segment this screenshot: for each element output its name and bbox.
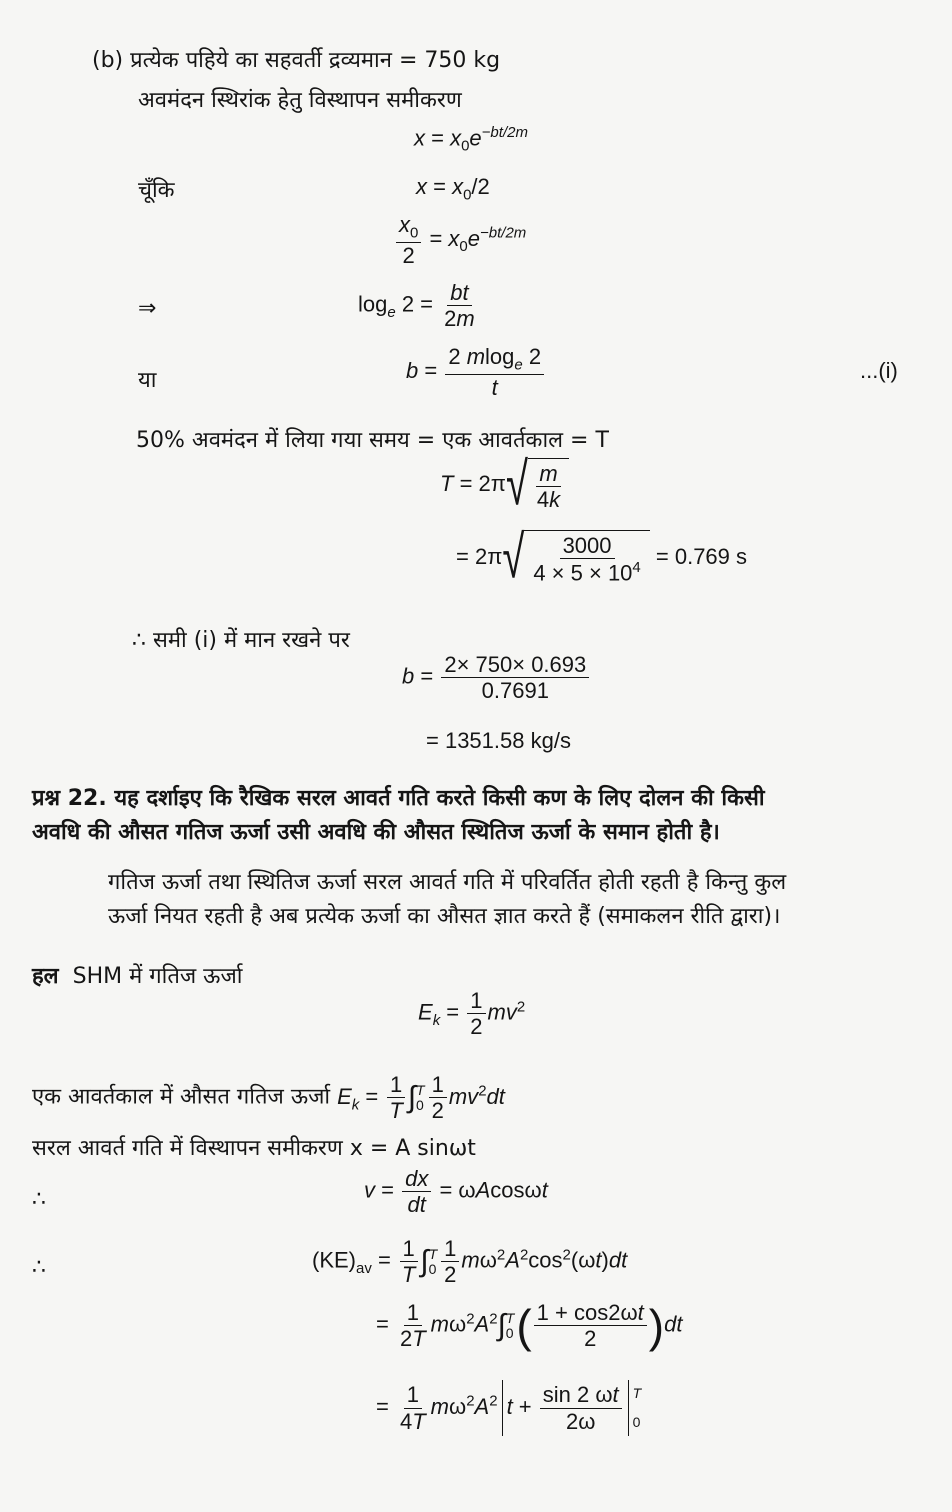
eq-velocity: v = $\frac{dx}{dt}$ = ωAcosωt [364, 1166, 548, 1218]
since-label: चूँकि [138, 178, 175, 203]
eq-log2: $\log_e 2$ = $\frac{bt}{2m}$ [358, 280, 475, 332]
eq-b-formula: b = $\frac{2 mlog_e 2}{t}$ [406, 344, 546, 400]
part-b-label: (b) [92, 48, 124, 73]
therefore-symbol-2: ∴ [32, 1254, 46, 1279]
solution-label: हल [32, 964, 59, 989]
eq-reference-i: ...(i) [860, 358, 898, 383]
part-b-line1 [92, 44, 500, 74]
question-22-line1 [32, 782, 765, 812]
b-result: = 1351.58 kg/s [426, 728, 571, 753]
eq-avg-ke-1: $(KE)_{av}$ = $\frac{1}{T}$ ∫ T 0 $\frac{1}{2}$ $m\omega^2A^2\cos^2(\omega t)dt$ [312, 1236, 628, 1288]
note-line1: गतिज ऊर्जा तथा स्थितिज ऊर्जा सरल आवर्त गति में परिवर्तित होती रहती है किन्तु कुल [108, 870, 787, 895]
substitute-statement: ∴ समी (i) में मान रखने पर [132, 628, 350, 653]
eq-T-formula: T = 2π √ $\frac{m}{4k}$ [440, 458, 569, 513]
eq-avg-ke-3: = $\frac{1}{4T}$ $m\omega^2A^2$ t + $\frac{\sin 2 \omega t}{2\omega}$ T 0 [376, 1380, 643, 1436]
eq-avg-ke-2: = $\frac{1}{2T}$ $m\omega^2A^2\int$ T 0 ( $\frac{1 + \cos 2\omega t}{2}$ )dt [376, 1299, 683, 1352]
eq-x-half: $x = x_0/2$ [416, 174, 490, 204]
eq-b-substituted: b = $\frac{2\times 750\times 0.693}{0.7691}$ [402, 652, 591, 704]
eq-half-decay: $\frac{x_0}{2}$ = $x_0e^{-bt/2m}$ [394, 212, 526, 268]
avg-ke-statement: एक आवर्तकाल में औसत गतिज ऊर्जा $E_k$ = $\frac{1}{T}$ ∫ T 0 $\frac{1}{2}$ $mv^2dt$ [32, 1072, 505, 1124]
question-text-1: यह दर्शाइए कि रैखिक सरल आवर्त गति करते किसी कण के लिए दोलन की किसी [114, 786, 765, 811]
displacement-statement: सरल आवर्त गति में विस्थापन समीकरण x = A sinωt [32, 1136, 476, 1161]
question-text-2: अवधि की औसत गतिज ऊर्जा उसी अवधि की औसत स्थितिज ऊर्जा के समान होती है। [32, 820, 720, 845]
T-result: = 0.769 s [655, 543, 748, 569]
kinetic-energy-heading: SHM में गतिज ऊर्जा [72, 964, 243, 989]
implies-symbol: ⇒ [138, 296, 157, 321]
note-line2: ऊर्जा नियत रहती है अब प्रत्येक ऊर्जा का औसत ज्ञात करते हैं (समाकलन रीति द्वारा)। [108, 904, 781, 929]
eq-kinetic-energy: $E_k$ = $\frac{1}{2}$ $mv^2$ [418, 988, 526, 1040]
eq-x-decay: $x = x_0e^{-bt/2m}$ [414, 124, 528, 155]
time-period-statement: 50% अवमंदन में लिया गया समय = एक आवर्तकाल = T [136, 428, 609, 453]
question-label: प्रश्न 22. [32, 786, 107, 811]
or-label: या [138, 368, 157, 393]
therefore-symbol-1: ∴ [32, 1186, 46, 1211]
solution-line1 [32, 960, 242, 990]
eq-T-value: = 2π √ $\frac{3000}{4 \times 5 \times 10^4}$ = 0.769 s [456, 524, 748, 591]
displacement-eq-heading: अवमंदन स्थिरांक हेतु विस्थापन समीकरण [138, 88, 462, 113]
avg-ke-text: एक आवर्तकाल में औसत गतिज ऊर्जा [32, 1084, 331, 1110]
mass-statement: प्रत्येक पहिये का सहवर्ती द्रव्यमान = 750 kg [130, 48, 501, 73]
